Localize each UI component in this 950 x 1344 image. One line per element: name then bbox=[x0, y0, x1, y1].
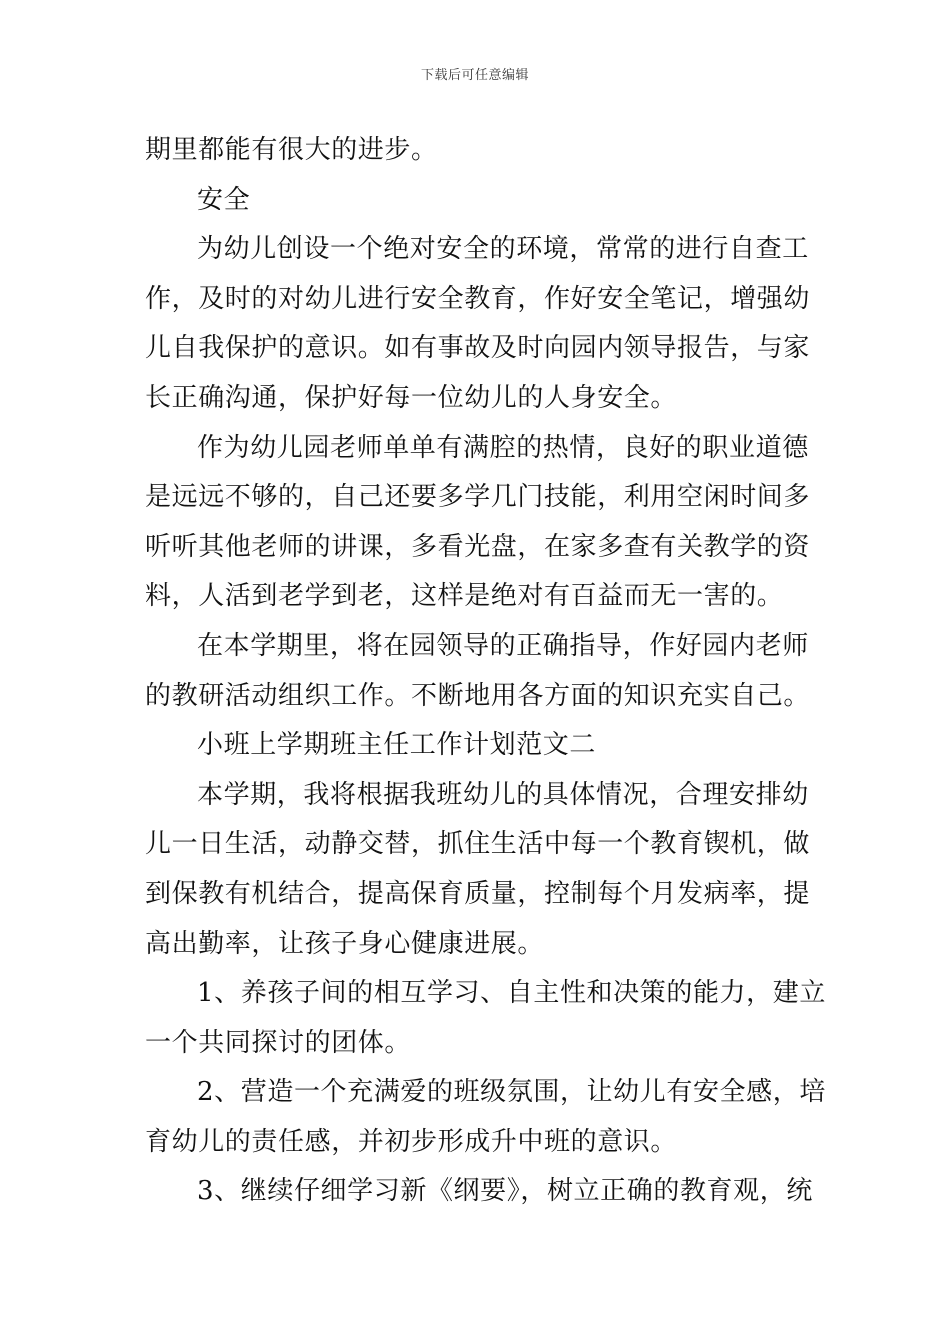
text-line: 小班上学期班主任工作计划范文二 bbox=[197, 730, 597, 761]
text-line: 到保教有机结合，提高保育质量，控制每个月发病率，提 bbox=[145, 878, 811, 909]
page-header: 下载后可任意编辑 bbox=[420, 68, 529, 83]
text-line: 听听其他老师的讲课，多看光盘，在家多查有关教学的资 bbox=[145, 531, 811, 562]
text-line: 料，人活到老学到老，这样是绝对有百益而无一害的。 bbox=[145, 581, 784, 612]
text-line: 长正确沟通，保护好每一位幼儿的人身安全。 bbox=[145, 382, 678, 413]
text-line: 本学期，我将根据我班幼儿的具体情况，合理安排幼 bbox=[197, 779, 809, 810]
text-line: 1、养孩子间的相互学习、自主性和决策的能力，建立 bbox=[197, 978, 826, 1009]
text-line: 是远远不够的，自己还要多学几门技能，利用空闲时间多 bbox=[145, 482, 811, 513]
text-line: 作为幼儿园老师单单有满腔的热情，良好的职业道德 bbox=[197, 432, 809, 463]
text-line: 一个共同探讨的团体。 bbox=[145, 1027, 412, 1058]
text-line: 为幼儿创设一个绝对安全的环境，常常的进行自查工 bbox=[197, 234, 809, 265]
text-line: 安全 bbox=[197, 184, 251, 215]
text-line: 3、继续仔细学习新《纲要》，树立正确的教育观，统 bbox=[197, 1176, 813, 1207]
document-body bbox=[145, 126, 826, 1217]
text-line: 儿一日生活，动静交替，抓住生活中每一个教育锲机，做 bbox=[145, 829, 811, 860]
text-line: 期里都能有很大的进步。 bbox=[145, 135, 438, 165]
text-line: 2、营造一个充满爱的班级氛围，让幼儿有安全感，培 bbox=[197, 1077, 826, 1108]
text-line: 儿自我保护的意识。如有事故及时向园内领导报告，与家 bbox=[145, 333, 811, 364]
text-line: 的教研活动组织工作。不断地用各方面的知识充实自己。 bbox=[145, 680, 811, 711]
text-line: 在本学期里，将在园领导的正确指导，作好园内老师 bbox=[197, 630, 809, 661]
text-line: 育幼儿的责任感，并初步形成升中班的意识。 bbox=[145, 1126, 678, 1157]
text-line: 高出勤率，让孩子身心健康进展。 bbox=[145, 928, 545, 959]
text-line: 作，及时的对幼儿进行安全教育，作好安全笔记，增强幼 bbox=[145, 283, 811, 314]
